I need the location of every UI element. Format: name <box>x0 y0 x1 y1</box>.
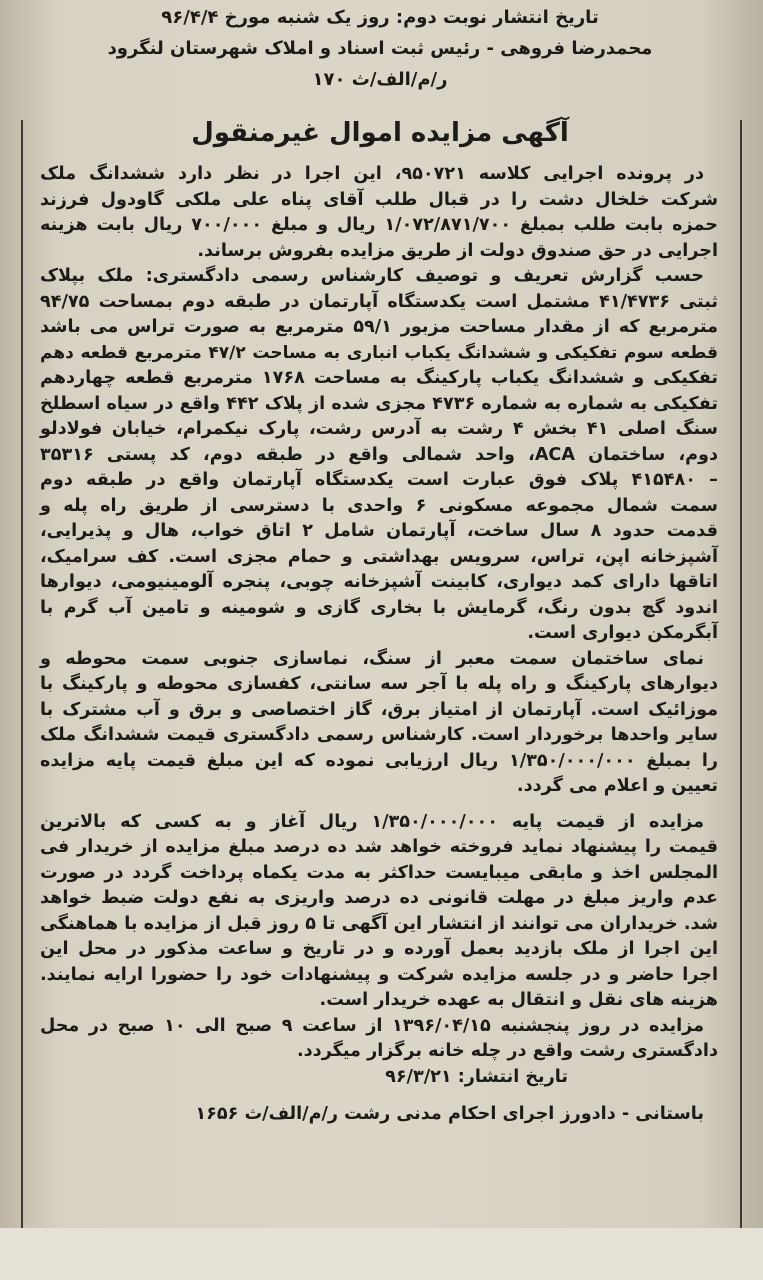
text-line: اجرایی در حق صندوق دولت از طریق مزایده بفروش برساند. <box>197 240 718 261</box>
text-line: سمت شمال مجموعه مسکونی ۶ واحدی با دسترسی از طریق راه پله و <box>40 495 718 516</box>
text-line: مترمربع که از مقدار مساحت مزبور ۵۹/۱ مترمربع به صورت تراس می باشد <box>40 317 718 337</box>
right-column-rule <box>740 120 742 1228</box>
text-line: آشپزخانه اپن، تراس، سرویس بهداشتی و حمام مجزی است. کف سرامیک، <box>40 546 718 567</box>
text-line: مزایده از قیمت پایه ۱/۳۵۰/۰۰۰/۰۰۰ ریال آغاز و به کسی که بالاترین <box>40 811 705 832</box>
text-line: در پرونده اجرایی کلاسه ۹۵۰۷۲۱، این اجرا در نظر دارد ششدانگ ملک <box>40 164 704 184</box>
notice-body <box>40 162 718 1128</box>
text-line: این اجرا از ملک بازدید بعمل آورده و در تاریخ و ساعت مذکور در محل این <box>40 939 718 959</box>
text-line: دوم، ساختمان ACA، واحد شمالی واقع در طبقه دوم، کد پستی ۳۵۳۱۶ <box>40 444 718 465</box>
text-line: قدمت حدود ۸ سال ساخت، آپارتمان شامل ۲ اتاق خواب، هال و پذیرایی، <box>40 521 718 541</box>
text-line: را بمبلغ ۱/۳۵۰/۰۰۰/۰۰۰ ریال ارزیابی نموده که این مبلغ قیمت پایه مزایده <box>40 750 718 771</box>
text-line: حسب گزارش تعریف و توصیف کارشناس رسمی دادگستری: ملک بپلاک <box>40 266 704 286</box>
official-signature-line: محمدرضا فروهی - رئیس ثبت اسناد و املاک شهرستان لنگرود <box>107 38 653 59</box>
signature-line: باستانی - دادورز اجرای احکام مدنی رشت ر/م/الف/ث ۱۶۵۶ <box>195 1104 704 1124</box>
publication-date-line: تاریخ انتشار نوبت دوم: روز یک شنبه مورخ ۹۶/۴/۴ <box>161 7 599 28</box>
text-line: تفکیکی و ششدانگ یکباب پارکینگ به مساحت ۱۷۶۸ مترمربع قطعه چهاردهم <box>40 368 718 388</box>
text-line: المجلس اخذ و مابقی میبایست حداکثر به مدت یکماه پرداخت گردد در صورت <box>40 862 718 883</box>
reference-code-line: ر/م/الف/ث ۱۷۰ <box>312 69 448 90</box>
text-line: هزینه های نقل و انتقال به عهده خریدار است. <box>319 990 718 1010</box>
paragraph-auction-date <box>40 1014 718 1065</box>
text-line: نمای ساختمان سمت معبر از سنگ، نماسازی جنوبی سمت محوطه و <box>40 648 704 669</box>
text-line: اتاقها دارای کمد دیواری، کابینت آشپزخانه چوبی، پنجره آلومینیومی، دیوارها <box>40 572 718 592</box>
paragraph-building-facade <box>40 647 718 800</box>
text-line: اجرا حاضر و در جلسه مزایده شرکت و پیشنهادات خود را حضورا ارایه نمایند. <box>40 964 718 985</box>
text-line: سنگ اصلی ۴۱ بخش ۴ رشت به آدرس رشت، پارک نیکمرام، خیابان فولادلو <box>40 419 718 439</box>
text-line: قطعه سوم تفکیکی و ششدانگ یکباب انباری به مساحت ۴۷/۲ مترمربع قطعه دهم <box>40 342 718 363</box>
text-line: تعیین و اعلام می گردد. <box>516 776 718 796</box>
text-line: اندود گچ بدون رنگ، گرمایش با بخاری گازی و شومینه و تامین آب گرم با <box>40 597 718 618</box>
text-line: دیوارهای پارکینگ و راه پله با آجر سه سانتی، کفسازی محوطه و پارکینگ با <box>40 674 718 694</box>
text-line: مزایده در روز پنجشنبه ۱۳۹۶/۰۴/۱۵ از ساعت ۹ صبح الی ۱۰ صبح در محل <box>40 1015 704 1036</box>
text-line: شرکت خلخال دشت را در قبال طلب آقای پناه علی ملکی گاودول فرزند <box>40 189 718 210</box>
left-column-rule <box>21 120 23 1228</box>
publication-date: تاریخ انتشار: ۹۶/۳/۲۱ <box>385 1066 568 1087</box>
text-line: – ۴۱۵۴۸۰ پلاک فوق عبارت است یکدستگاه آپارتمان واقع در طبقه دوم <box>40 470 718 490</box>
text-line: تفکیکی به شماره به شماره ۴۷۳۶ مجزی شده از پلاک ۴۴۲ واقع در سیاه اسطلخ <box>40 393 718 414</box>
previous-notice-header <box>30 2 730 95</box>
text-line: حمزه بابت طلب بمبلغ ۱/۰۷۲/۸۷۱/۷۰۰ ریال و مبلغ ۷۰۰/۰۰۰ ریال بابت هزینه <box>40 215 718 235</box>
paragraph-property-description <box>40 264 718 647</box>
text-line: شد. خریداران می توانند از انتشار این آگهی تا ۵ روز قبل از مزایده با هماهنگی <box>40 913 718 934</box>
text-line: عدم واریز مبلغ در مهلت قانونی ده درصد واریزی به نفع دولت ضبط خواهد <box>40 888 718 908</box>
notice-title: آگهی مزایده اموال غیرمنقول <box>191 118 569 148</box>
text-line: سایر واحدها برخوردار است. کارشناس رسمی دادگستری قیمت ششدانگ ملک <box>40 725 718 745</box>
text-line: ثبتی ۴۱/۴۷۳۶ مشتمل است یکدستگاه آپارتمان در طبقه دوم بمساحت ۹۴/۷۵ <box>40 291 718 312</box>
text-line: آبگرمکن دیواری است. <box>527 623 718 643</box>
paragraph-auction-terms <box>40 810 718 1014</box>
text-line: موزائیک است. آپارتمان از امتیاز برق، گاز اختصاصی و برق و آب مشترک با <box>40 699 718 720</box>
text-line: دادگستری رشت واقع در چله خانه برگزار میگردد. <box>296 1041 718 1061</box>
paragraph-case <box>40 162 718 264</box>
notice-footer <box>40 1065 718 1128</box>
bottom-margin <box>0 1228 763 1280</box>
text-line: قیمت را پیشنهاد نماید فروخته خواهد شد ده درصد مبلغ مزایده از خریدار فی <box>40 837 718 857</box>
